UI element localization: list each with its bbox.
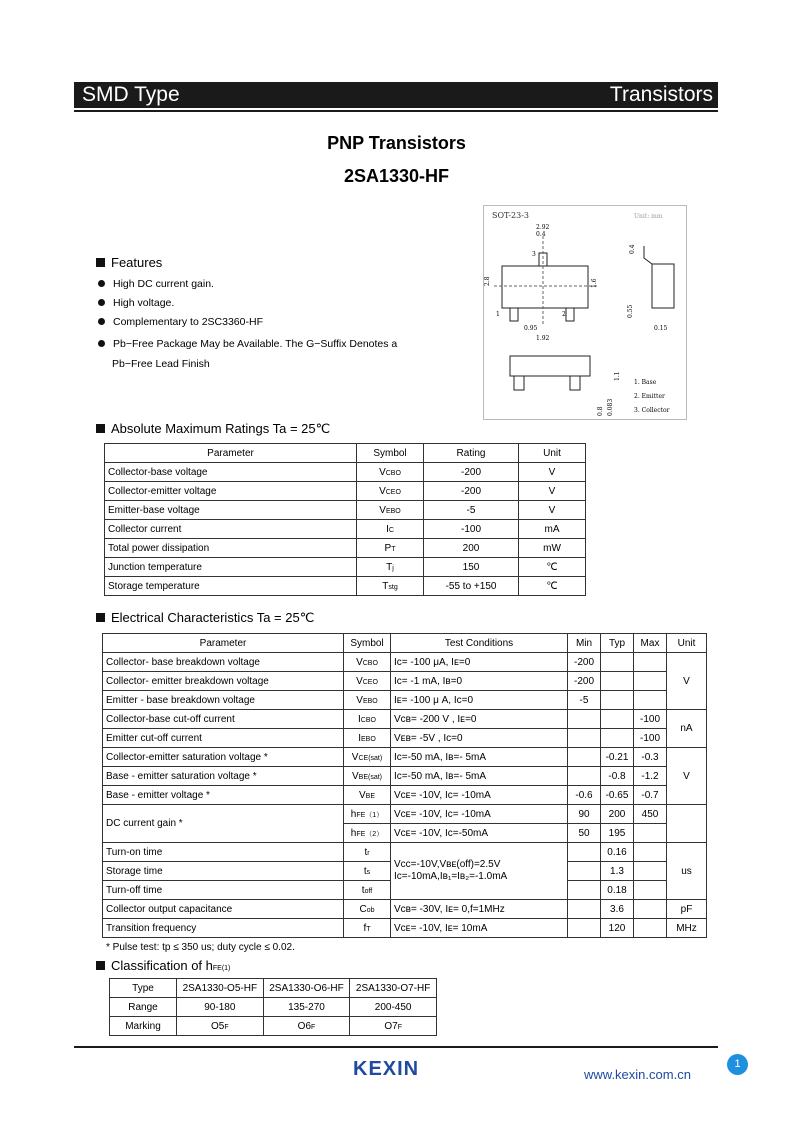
table-row: Range 90-180 135-270 200-450 xyxy=(110,998,437,1017)
features-heading: Features xyxy=(96,255,162,270)
feature-item-cont: Pb−Free Lead Finish xyxy=(112,358,210,370)
table-row: Marking O5F O6F O7F xyxy=(110,1017,437,1036)
bullet-icon xyxy=(98,280,105,287)
feature-item: High voltage. xyxy=(98,297,174,309)
svg-text:1.6: 1.6 xyxy=(591,278,598,288)
svg-text:3: 3 xyxy=(532,251,536,258)
feature-item: High DC current gain. xyxy=(98,278,214,290)
abs-max-table xyxy=(104,443,586,596)
svg-text:0.8: 0.8 xyxy=(597,406,604,416)
square-bullet-icon xyxy=(96,961,105,970)
svg-text:2: 2 xyxy=(562,311,566,318)
elec-table xyxy=(102,633,707,938)
table-row: Emitter - base breakdown voltage VEBO Iᴇ= -100 μ A, Iᴄ=0 -5 xyxy=(103,691,707,710)
table-row: Turn-on time tr Vᴄᴄ=-10V,Vʙᴇ(off)=2.5V Iᴄ=-10mA,Iʙ₁=Iʙ₂=-1.0mA 0.16 us xyxy=(103,843,707,862)
table-row: Collector-base cut-off current ICBO Vᴄʙ= -200 V , Iᴇ=0 -100 nA xyxy=(103,710,707,729)
footer-url[interactable]: www.kexin.com.cn xyxy=(584,1067,691,1082)
doc-title: PNP Transistors xyxy=(327,133,466,153)
table-header-row: Type 2SA1330-O5-HF 2SA1330-O6-HF 2SA1330-O7-HF xyxy=(110,979,437,998)
package-drawing xyxy=(483,205,687,420)
table-row: Emitter cut-off current IEBO Vᴇʙ= -5V , Iᴄ=0 -100 xyxy=(103,729,707,748)
svg-text:2.92: 2.92 xyxy=(536,224,550,231)
svg-text:0.55: 0.55 xyxy=(627,304,634,318)
svg-text:1. Base: 1. Base xyxy=(634,379,657,386)
table-row: Total power dissipation PT 200 mW xyxy=(105,539,586,558)
table-row: Junction temperature Tj 150 ℃ xyxy=(105,558,586,577)
part-number: 2SA1330-HF xyxy=(343,166,450,186)
table-row: Collector-base voltage VCBO -200 V xyxy=(105,463,586,482)
svg-text:2. Emitter: 2. Emitter xyxy=(634,393,665,400)
abs-max-heading: Absolute Maximum Ratings Ta = 25℃ xyxy=(96,421,330,437)
table-row: Transition frequency fT Vᴄᴇ= -10V, Iᴇ= 10mA 120 MHz xyxy=(103,919,707,938)
table-header-row: Parameter Symbol Test Conditions Min Typ Max Unit xyxy=(103,634,707,653)
svg-text:3. Collector: 3. Collector xyxy=(634,407,670,414)
bullet-icon xyxy=(98,340,105,347)
classif-table xyxy=(109,978,437,1036)
svg-text:1.92: 1.92 xyxy=(536,335,550,342)
feature-item: Pb−Free Package May be Available. The G−Suffix Denotes a xyxy=(98,338,397,350)
svg-text:0.15: 0.15 xyxy=(654,325,668,332)
square-bullet-icon xyxy=(96,424,105,433)
table-row: Collector output capacitance Cob Vᴄʙ= -30V, Iᴇ= 0,f=1MHz 3.6 pF xyxy=(103,900,707,919)
table-row: Collector-emitter voltage VCEO -200 V xyxy=(105,482,586,501)
square-bullet-icon xyxy=(96,613,105,622)
bullet-icon xyxy=(98,318,105,325)
header-left: SMD Type xyxy=(82,83,180,106)
table-row: DC current gain * hFE（1） Vᴄᴇ= -10V, Iᴄ= -10mA 90 200 450 xyxy=(103,805,707,824)
table-row: hFE（2） Vᴄᴇ= -10V, Iᴄ=-50mA 50 195 xyxy=(103,824,707,843)
table-row: Storage temperature Tstg -55 to +150 ℃ xyxy=(105,577,586,596)
svg-text:0.4: 0.4 xyxy=(536,231,546,238)
pkg-name: SOT-23-3 xyxy=(492,211,530,220)
svg-text:2.8: 2.8 xyxy=(484,276,491,286)
table-header-row: Parameter Symbol Rating Unit xyxy=(105,444,586,463)
svg-text:1.1: 1.1 xyxy=(614,371,621,381)
table-row: Base - emitter voltage * VBE Vᴄᴇ= -10V, Iᴄ= -10mA -0.6 -0.65 -0.7 xyxy=(103,786,707,805)
page-number: 1 xyxy=(727,1054,748,1075)
footer-divider xyxy=(74,1046,718,1048)
elec-heading: Electrical Characteristics Ta = 25℃ xyxy=(96,610,314,626)
table-row: Collector current IC -100 mA xyxy=(105,520,586,539)
bullet-icon xyxy=(98,299,105,306)
svg-text:0.95: 0.95 xyxy=(524,325,538,332)
pkg-unit: Unit: mm xyxy=(634,213,663,220)
table-row: Base - emitter saturation voltage * VBE(sat) Iᴄ=-50 mA, Iʙ=- 5mA -0.8 -1.2 xyxy=(103,767,707,786)
table-row: Turn-off time toff 0.18 xyxy=(103,881,707,900)
header-bar xyxy=(74,82,718,108)
feature-item: Complementary to 2SC3360-HF xyxy=(98,316,263,328)
svg-text:0.083: 0.083 xyxy=(607,398,614,416)
classif-heading: Classification of hFE(1) xyxy=(96,958,230,973)
package-outline-svg xyxy=(484,206,686,419)
svg-text:1: 1 xyxy=(496,311,500,318)
header-right: Transistors xyxy=(609,83,713,106)
header-divider xyxy=(74,110,718,112)
table-row: Collector- emitter breakdown voltage VCEO Iᴄ= -1 mA, Iʙ=0 -200 xyxy=(103,672,707,691)
square-bullet-icon xyxy=(96,258,105,267)
svg-text:0.4: 0.4 xyxy=(629,244,636,254)
pulse-note: * Pulse test: tp ≤ 350 us; duty cycle ≤ 0.02. xyxy=(106,942,295,953)
kexin-logo: KEXIN xyxy=(353,1058,420,1080)
table-row: Emitter-base voltage VEBO -5 V xyxy=(105,501,586,520)
table-row: Storage time ts 1.3 xyxy=(103,862,707,881)
table-row: Collector- base breakdown voltage VCBO Iᴄ= -100 μA, Iᴇ=0 -200 V xyxy=(103,653,707,672)
table-row: Collector-emitter saturation voltage * VCE(sat) Iᴄ=-50 mA, Iʙ=- 5mA -0.21 -0.3 V xyxy=(103,748,707,767)
